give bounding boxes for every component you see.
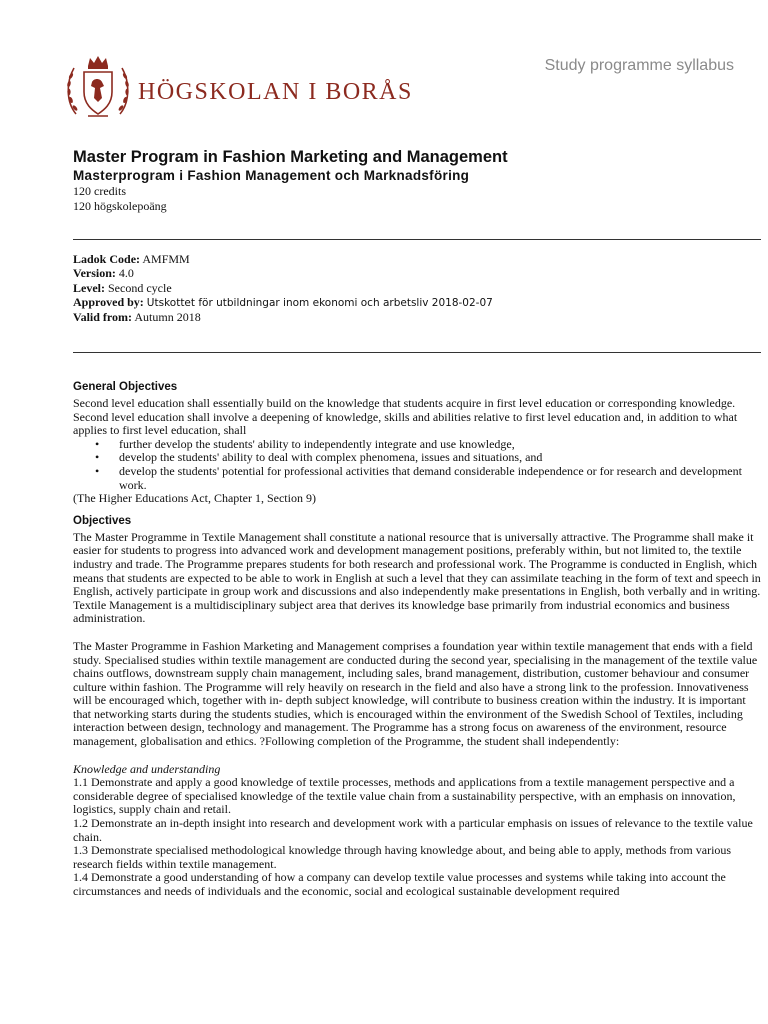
syllabus-body	[73, 380, 763, 899]
list-item: • develop the students' potential for professional activities that demand considerable independence or for research and development work.	[73, 465, 763, 492]
version: 4.0	[118, 266, 134, 281]
divider-bottom	[73, 352, 761, 353]
knowledge-understanding-heading: Knowledge and understanding	[73, 761, 221, 776]
general-objectives-heading: General Objectives	[73, 381, 178, 393]
credits-sv: 120 högskolepoäng	[73, 198, 167, 213]
legal-source: (The Higher Educations Act, Chapter 1, Section 9)	[73, 491, 316, 506]
programme-title-en: Master Program in Fashion Marketing and Management	[73, 148, 508, 166]
ladok-code-row: Ladok Code: AMFMM	[73, 252, 190, 266]
learning-outcome-1-3: 1.3 Demonstrate specialised methodological knowledge through having knowledge about, and being able to apply, methods from various research fields within textile management.	[73, 843, 732, 871]
general-objectives-list	[73, 438, 763, 492]
divider-top	[73, 239, 761, 240]
learning-outcome-1-4: 1.4 Demonstrate a good understanding of how a company can develop textile value processes and systems while taking into account the circumstances and needs of individuals and the economic, social and ecological sustainable development required	[73, 870, 726, 898]
general-objectives-intro: Second level education shall essentially build on the knowledge that students acquire in first level education or corresponding knowledge. Second level education shall involve a deepening of knowledge, skills and abilities relative to first level education and, in addition to what applies to first level education, shall	[73, 396, 738, 438]
programme-title-sv: Masterprogram i Fashion Management och Marknadsföring	[73, 168, 470, 183]
programme-titles	[73, 147, 733, 213]
university-name: HÖGSKOLAN I BORÅS	[138, 79, 413, 105]
document-type-label: Study programme syllabus	[544, 57, 734, 74]
objectives-paragraph-1: The Master Programme in Textile Management shall constitute a national resource that is universally attractive. The Programme shall make it easier for students to progress into advanced work and development management positions, preferably within, but not limited to, the textile industry and trade. The Programme prepares students for both research and professional work. The Programme is conducted in English, which means that students are expected to be able to work in English at such a level that they can assimilate teaching in the form of text and speech in English, actively participate in group work and discussions and also independently make presentations in English, both verbally and in writing. Textile Management is a multidisciplinary subject area that derives its knowledge base primarily from industrial economics and business administration.	[73, 529, 761, 626]
learning-outcome-1-2: 1.2 Demonstrate an in-depth insight into research and development work with a particular emphasis on issues of relevance to the textile value chain.	[73, 816, 753, 844]
objectives-paragraph-2: The Master Programme in Fashion Marketing and Management comprises a foundation year within textile management that ends with a field study. Specialised studies within textile management are conducted during the second year, specialising in the management of the textile value chains outflows, downstream supply chain management, including sales, brand management, distribution, customer behaviour and consumer culture within fashion. The Programme will rely heavily on research in the field and also have a strong link to the profession. Innovativeness will be encouraged which, together with in- depth subject knowledge, will contribute to business creation within the industry. It is important that networking starts during the students studies, which is encouraged within the environment of the Swedish School of Textiles, including interaction between design, technology and management. The Programme has a strong focus on awareness of the environment, resource management, globalisation and ethics. ?Following completion of the Programme, the student shall independently:	[73, 638, 758, 749]
learning-outcome-1-1: 1.1 Demonstrate and apply a good knowledge of textile processes, methods and applications from a textile management perspective and a considerable degree of specialised knowledge of the textile value chain from a sustainability perspective, with an emphasis on innovation, logistics, supply chain and retail.	[73, 775, 736, 817]
list-item: • develop the students' ability to deal with complex phenomena, issues and situations, and	[73, 451, 763, 465]
list-item: • further develop the students' ability to independently integrate and use knowledge,	[73, 438, 763, 452]
crest-icon	[62, 52, 134, 122]
objectives-heading: Objectives	[73, 514, 132, 527]
level-row: Level: Second cycle	[73, 280, 172, 295]
valid-from: Autumn 2018	[134, 310, 201, 325]
programme-metadata	[73, 252, 753, 324]
level: Second cycle	[108, 280, 172, 295]
university-logo	[62, 52, 413, 122]
ladok-code: AMFMM	[142, 252, 190, 266]
approved-row: Approved by: Utskottet för utbildningar inom ekonomi och arbetsliv 2018-02-07	[73, 294, 493, 309]
version-row: Version: 4.0	[73, 266, 134, 281]
credits: 120 credits	[73, 184, 126, 198]
approved-by: Utskottet för utbildningar inom ekonomi och arbetsliv 2018-02-07	[146, 296, 493, 309]
valid-from-row: Valid from: Autumn 2018	[73, 310, 201, 325]
